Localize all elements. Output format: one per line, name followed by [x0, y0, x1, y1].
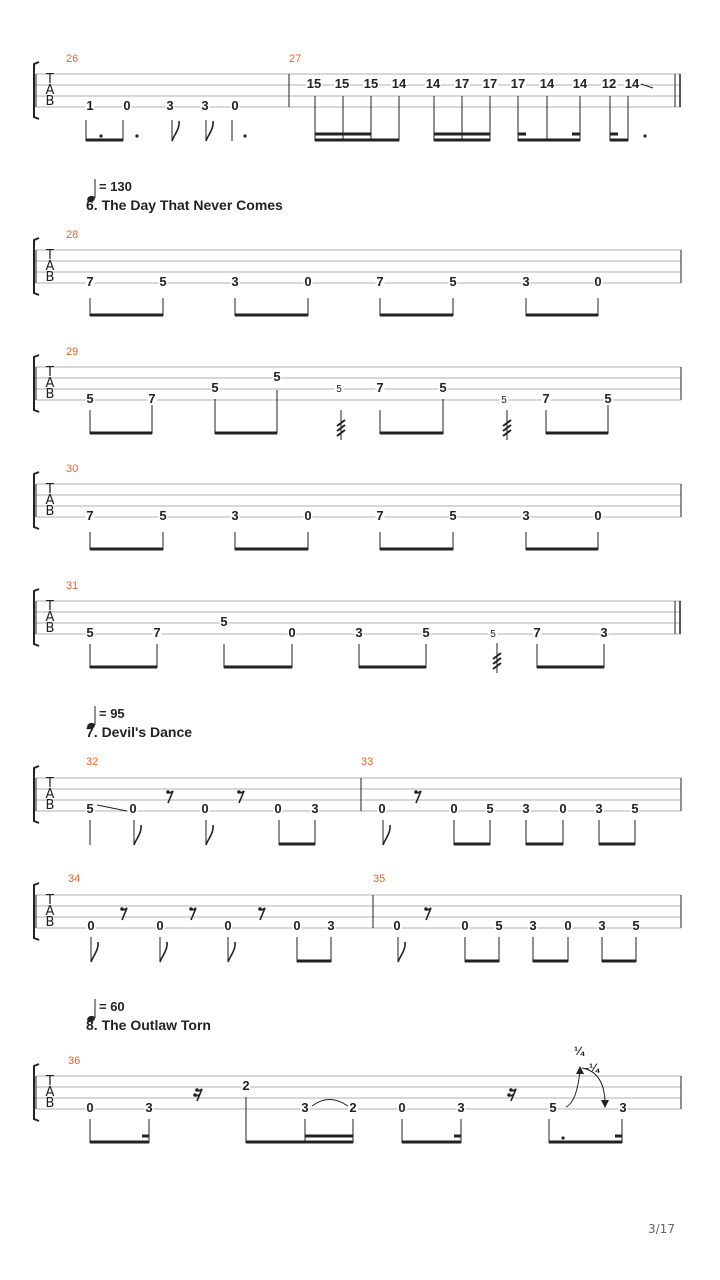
note-beam — [235, 548, 308, 551]
note-beam — [380, 548, 453, 551]
eighth-rest-dot — [189, 907, 193, 911]
note-beam — [454, 1135, 461, 1138]
note-beam — [279, 843, 315, 846]
fret-number: 5 — [159, 508, 167, 523]
note-beam — [602, 960, 636, 963]
fret-number: 0 — [86, 1100, 94, 1115]
fret-number: 5 — [273, 369, 281, 384]
fret-number: 5 — [86, 625, 94, 640]
sixteenth-rest-dot — [193, 1093, 197, 1097]
bend-arrow-down — [601, 1100, 609, 1108]
note-beam — [610, 133, 618, 136]
tab-clef-letter: A — [45, 83, 55, 98]
fret-number: 0 — [304, 274, 312, 289]
tab-clef-letter: B — [45, 798, 55, 813]
measure-number: 29 — [66, 346, 79, 358]
tab-clef-letter: T — [46, 72, 54, 87]
note-beam — [246, 1141, 353, 1144]
tab-clef-letter: A — [45, 787, 55, 802]
note-beam — [371, 139, 399, 142]
fret-number: 5 — [631, 801, 639, 816]
note-beam — [359, 666, 426, 669]
tab-clef-letter: T — [46, 482, 54, 497]
fret-number: 17 — [510, 76, 526, 91]
note-beam — [549, 1141, 622, 1144]
fret-number: 5 — [336, 384, 342, 395]
tie — [312, 1100, 348, 1107]
note-beam — [615, 1135, 622, 1138]
fret-number: 5 — [159, 274, 167, 289]
note-flag — [398, 942, 405, 962]
eighth-rest-dot — [237, 790, 241, 794]
tab-clef-letter: T — [46, 248, 54, 263]
fret-number: 0 — [288, 625, 296, 640]
note-beam — [90, 432, 152, 435]
fret-number: 5 — [632, 918, 640, 933]
fret-number: 3 — [529, 918, 537, 933]
measure-number: 33 — [361, 756, 374, 768]
measure-number: 26 — [66, 53, 79, 65]
fret-number: 3 — [522, 274, 530, 289]
tab-clef-letter: B — [45, 621, 55, 636]
fret-number: 5 — [422, 625, 430, 640]
tab-clef-letter: B — [45, 1096, 55, 1111]
tab-clef-letter: A — [45, 610, 55, 625]
note-beam — [215, 432, 277, 435]
rhythm-dot — [643, 134, 646, 137]
fret-number: 7 — [86, 274, 94, 289]
note-beam — [402, 1141, 461, 1144]
fret-number: 0 — [231, 98, 239, 113]
fret-number: 0 — [450, 801, 458, 816]
fret-number: 14 — [539, 76, 555, 91]
note-flag — [206, 825, 213, 845]
note-beam — [610, 139, 628, 142]
bend-amount: ¼ — [573, 1044, 585, 1058]
note-beam — [380, 432, 443, 435]
fret-number: 3 — [522, 508, 530, 523]
fret-number: 17 — [482, 76, 498, 91]
fret-number: 3 — [166, 98, 174, 113]
eighth-rest-dot — [424, 907, 428, 911]
note-beam — [518, 139, 580, 142]
tab-clef-letter: B — [45, 270, 55, 285]
note-beam — [90, 1141, 149, 1144]
fret-number: 7 — [148, 391, 156, 406]
note-flag — [206, 121, 213, 141]
fret-number: 1 — [86, 98, 94, 113]
fret-number: 7 — [376, 274, 384, 289]
tempo-value: = 95 — [99, 706, 125, 721]
fret-number: 5 — [86, 801, 94, 816]
section-title: 8. The Outlaw Torn — [86, 1017, 211, 1033]
fret-number: 5 — [490, 629, 496, 640]
fret-number: 5 — [211, 380, 219, 395]
fret-number: 5 — [86, 391, 94, 406]
tab-clef-letter: T — [46, 1074, 54, 1089]
fret-number: 3 — [595, 801, 603, 816]
fret-number: 0 — [87, 918, 95, 933]
page-number: 3/17 — [648, 1222, 675, 1236]
fret-number: 15 — [306, 76, 322, 91]
fret-number: 0 — [274, 801, 282, 816]
fret-number: 5 — [495, 918, 503, 933]
fret-number: 5 — [604, 391, 612, 406]
note-beam — [526, 548, 598, 551]
fret-number: 17 — [454, 76, 470, 91]
note-beam — [537, 666, 604, 669]
fret-number: 3 — [201, 98, 209, 113]
note-beam — [235, 314, 308, 317]
rhythm-dot — [561, 1136, 564, 1139]
fret-number: 3 — [522, 801, 530, 816]
slide-line — [97, 805, 127, 811]
bend-arrow-up — [576, 1066, 584, 1074]
tab-clef-letter: T — [46, 893, 54, 908]
note-beam — [465, 960, 499, 963]
measure-number: 30 — [66, 463, 79, 475]
fret-number: 5 — [439, 380, 447, 395]
note-flag — [134, 825, 141, 845]
tab-clef-letter: A — [45, 376, 55, 391]
section-title: 6. The Day That Never Comes — [86, 197, 283, 213]
eighth-rest-dot — [195, 1088, 199, 1092]
note-beam — [380, 314, 453, 317]
note-beam — [533, 960, 568, 963]
fret-number: 5 — [549, 1100, 557, 1115]
fret-number: 5 — [449, 274, 457, 289]
fret-number: 0 — [564, 918, 572, 933]
measure-number: 31 — [66, 580, 79, 592]
note-flag — [383, 825, 390, 845]
note-beam — [224, 666, 292, 669]
fret-number: 0 — [304, 508, 312, 523]
measure-number: 34 — [68, 873, 81, 885]
tab-clef-letter: A — [45, 1085, 55, 1100]
note-beam — [90, 314, 163, 317]
note-beam — [526, 843, 563, 846]
tab-clef-letter: T — [46, 599, 54, 614]
tab-clef-letter: A — [45, 259, 55, 274]
note-beam — [572, 133, 580, 136]
fret-number: 2 — [349, 1100, 357, 1115]
fret-number: 3 — [327, 918, 335, 933]
fret-number: 5 — [220, 614, 228, 629]
note-flag — [228, 942, 235, 962]
fret-number: 3 — [231, 274, 239, 289]
rhythm-dot — [135, 134, 138, 137]
note-beam — [526, 314, 598, 317]
note-beam — [599, 843, 635, 846]
fret-number: 0 — [393, 918, 401, 933]
note-beam — [86, 139, 123, 142]
tab-clef-letter: T — [46, 776, 54, 791]
tempo-value: = 130 — [99, 179, 132, 194]
eighth-rest-dot — [166, 790, 170, 794]
fret-number: 7 — [533, 625, 541, 640]
release-amount: -¼ — [584, 1061, 600, 1075]
fret-number: 5 — [501, 395, 507, 406]
note-beam — [454, 843, 490, 846]
rhythm-dot — [243, 134, 246, 137]
fret-number: 0 — [461, 918, 469, 933]
fret-number: 14 — [572, 76, 588, 91]
tab-clef-letter: A — [45, 493, 55, 508]
note-beam — [315, 139, 371, 142]
note-flag — [172, 121, 179, 141]
fret-number: 7 — [542, 391, 550, 406]
fret-number: 0 — [129, 801, 137, 816]
measure-number: 27 — [289, 53, 302, 65]
note-beam — [434, 133, 490, 136]
note-beam — [90, 548, 163, 551]
tempo-value: = 60 — [99, 999, 125, 1014]
eighth-rest-dot — [120, 907, 124, 911]
tab-clef-letter: B — [45, 504, 55, 519]
note-flag — [160, 942, 167, 962]
fret-number: 0 — [123, 98, 131, 113]
measure-number: 32 — [86, 756, 99, 768]
tab-clef-letter: B — [45, 387, 55, 402]
fret-number: 14 — [425, 76, 441, 91]
fret-number: 0 — [378, 801, 386, 816]
fret-number: 7 — [376, 508, 384, 523]
fret-number: 7 — [376, 380, 384, 395]
fret-number: 2 — [242, 1078, 250, 1093]
fret-number: 0 — [224, 918, 232, 933]
section-title: 7. Devil's Dance — [86, 724, 193, 740]
eighth-rest-dot — [509, 1088, 513, 1092]
fret-number: 0 — [156, 918, 164, 933]
fret-number: 3 — [600, 625, 608, 640]
fret-number: 0 — [293, 918, 301, 933]
note-beam — [315, 133, 371, 136]
fret-number: 3 — [619, 1100, 627, 1115]
fret-number: 3 — [355, 625, 363, 640]
note-beam — [518, 133, 526, 136]
fret-number: 0 — [594, 274, 602, 289]
fret-number: 3 — [598, 918, 606, 933]
rhythm-dot — [99, 134, 102, 137]
fret-number: 7 — [153, 625, 161, 640]
note-beam — [142, 1135, 149, 1138]
note-beam — [90, 666, 157, 669]
fret-number: 3 — [301, 1100, 309, 1115]
note-beam — [434, 139, 490, 142]
eighth-rest-dot — [258, 907, 262, 911]
measure-number: 28 — [66, 229, 79, 241]
note-beam — [297, 960, 331, 963]
tab-clef-letter: B — [45, 915, 55, 930]
fret-number: 5 — [449, 508, 457, 523]
fret-number: 15 — [363, 76, 379, 91]
tab-clef-letter: B — [45, 94, 55, 109]
fret-number: 15 — [334, 76, 350, 91]
note-beam — [546, 432, 608, 435]
eighth-rest-dot — [414, 790, 418, 794]
measure-number: 36 — [68, 1055, 81, 1067]
fret-number: 3 — [145, 1100, 153, 1115]
fret-number: 3 — [457, 1100, 465, 1115]
note-flag — [91, 942, 98, 962]
fret-number: 0 — [201, 801, 209, 816]
fret-number: 12 — [601, 76, 617, 91]
fret-number: 0 — [594, 508, 602, 523]
tab-clef-letter: T — [46, 365, 54, 380]
fret-number: 3 — [231, 508, 239, 523]
fret-number: 14 — [624, 76, 640, 91]
fret-number: 0 — [398, 1100, 406, 1115]
fret-number: 3 — [311, 801, 319, 816]
fret-number: 0 — [559, 801, 567, 816]
fret-number: 14 — [391, 76, 407, 91]
fret-number: 7 — [86, 508, 94, 523]
fret-number: 5 — [486, 801, 494, 816]
measure-number: 35 — [373, 873, 386, 885]
tab-clef-letter: A — [45, 904, 55, 919]
sixteenth-rest-dot — [507, 1093, 511, 1097]
note-beam — [305, 1135, 353, 1138]
